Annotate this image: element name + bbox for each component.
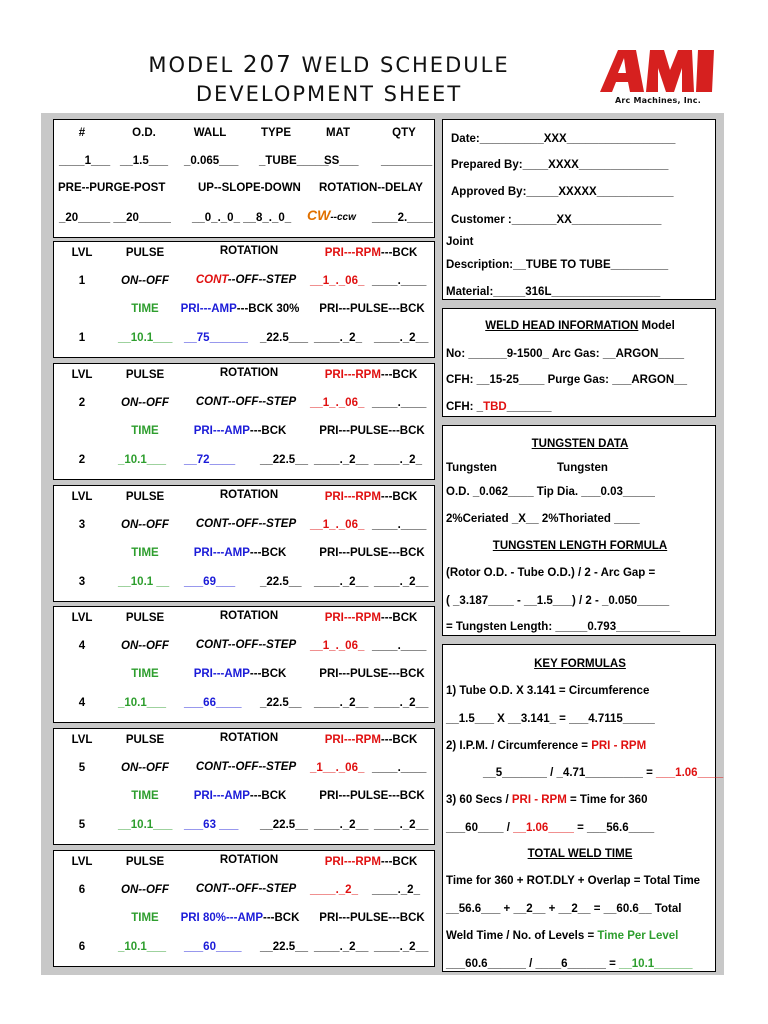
total-formula-4: ___60.6______ / ____6______ = __10.1______ bbox=[446, 958, 693, 970]
rpm-value: ____._2_ bbox=[310, 884, 358, 896]
time-label: TIME bbox=[131, 790, 159, 802]
pulse-on-off: ON--OFF bbox=[121, 397, 169, 409]
value-qty: ________ bbox=[381, 155, 433, 167]
weldhead-title: WELD HEAD INFORMATION Model bbox=[485, 320, 675, 332]
lvl-header: LVL bbox=[71, 612, 93, 624]
value-od: __1.5___ bbox=[120, 155, 168, 167]
pulse-bck-value: ____._2__ bbox=[374, 941, 429, 953]
rpm-bck-value: ____._2_ bbox=[372, 884, 420, 896]
time-value: _10.1___ bbox=[118, 454, 166, 466]
params-box bbox=[53, 119, 435, 238]
rotation-value: __22.5__ bbox=[260, 819, 308, 831]
pulse-bck-value: ____._2__ bbox=[374, 697, 429, 709]
time-label: TIME bbox=[131, 303, 159, 315]
time-label: TIME bbox=[131, 425, 159, 437]
value-mat: SS___ bbox=[324, 155, 359, 167]
header-purge: PRE--PURGE-POST bbox=[58, 182, 166, 194]
tungsten-formula2: ( _3.187____ - __1.5___) / 2 - _0.050_____ bbox=[446, 595, 670, 607]
pulse-pri-value: ____._2_ bbox=[314, 332, 362, 344]
formula-2: 2) I.P.M. / Circumference = PRI - RPM bbox=[446, 740, 647, 752]
pulse-header: PULSE bbox=[125, 369, 165, 381]
rpm-value: _1__._06_ bbox=[310, 762, 365, 774]
rpm-bck-value: ____.____ bbox=[372, 519, 427, 531]
rotation-header: ROTATION bbox=[219, 610, 279, 622]
amp-label: PRI---AMP---BCK bbox=[193, 790, 287, 802]
lvl-header: LVL bbox=[71, 491, 93, 503]
lvl-header: LVL bbox=[71, 734, 93, 746]
rotation-header: ROTATION bbox=[219, 489, 279, 501]
time-label: TIME bbox=[131, 668, 159, 680]
rotation-mode: CONT--OFF--STEP bbox=[195, 274, 297, 286]
pulse-label: PRI---PULSE---BCK bbox=[319, 668, 425, 680]
level-number-2: 1 bbox=[78, 332, 86, 344]
page-title-line2: DEVELOPMENT SHEET bbox=[195, 82, 463, 106]
rotation-header: ROTATION bbox=[219, 854, 279, 866]
amp-label: PRI---AMP---BCK bbox=[193, 547, 287, 559]
time-value: _10.1___ bbox=[118, 697, 166, 709]
level-number-2: 5 bbox=[78, 819, 86, 831]
level-box bbox=[53, 241, 435, 358]
rpm-bck-value: ____.____ bbox=[372, 762, 427, 774]
pulse-header: PULSE bbox=[125, 734, 165, 746]
level-box bbox=[53, 728, 435, 845]
level-number-2: 2 bbox=[78, 454, 86, 466]
lvl-header: LVL bbox=[71, 247, 93, 259]
pulse-pri-value: ____._2__ bbox=[314, 819, 369, 831]
formula-1-values: __1.5___ X __3.141_ = ___4.7115_____ bbox=[446, 713, 655, 725]
level-number: 3 bbox=[78, 519, 86, 531]
rpm-bck-value: ____.____ bbox=[372, 640, 427, 652]
lvl-header: LVL bbox=[71, 856, 93, 868]
tungsten-ceriated-line: 2%Ceriated _X__ 2%Thoriated ____ bbox=[446, 513, 640, 525]
logo-subtitle: Arc Machines, Inc. bbox=[615, 96, 701, 105]
value-wall: _0.065___ bbox=[184, 155, 239, 167]
weldhead-line2: CFH: __15-25____ Purge Gas: ___ARGON__ bbox=[446, 374, 687, 386]
formula-3-values: ___60____ / __1.06____ = ___56.6____ bbox=[446, 822, 655, 834]
time-label: TIME bbox=[131, 547, 159, 559]
level-number: 6 bbox=[78, 884, 86, 896]
rpm-value: __1_._06_ bbox=[310, 397, 365, 409]
amp-value: ___63 ___ bbox=[184, 819, 239, 831]
header-rotation-delay: ROTATION--DELAY bbox=[319, 182, 423, 194]
amp-label: PRI---AMP---BCK bbox=[193, 668, 287, 680]
pulse-on-off: ON--OFF bbox=[121, 762, 169, 774]
level-number: 5 bbox=[78, 762, 86, 774]
rpm-header: PRI---RPM---BCK bbox=[324, 612, 418, 624]
time-label: TIME bbox=[131, 912, 159, 924]
rotation-mode: CONT--OFF--STEP bbox=[195, 518, 297, 530]
rotation-value: __22.5__ bbox=[260, 941, 308, 953]
date-field: Date:__________XXX_________________ bbox=[451, 133, 676, 145]
rotation-mode: CONT--OFF--STEP bbox=[195, 396, 297, 408]
rpm-value: __1_._06_ bbox=[310, 519, 365, 531]
rpm-bck-value: ____.____ bbox=[372, 397, 427, 409]
pulse-pri-value: ____._2__ bbox=[314, 454, 369, 466]
level-box bbox=[53, 363, 435, 480]
tungsten-formula3: = Tungsten Length: _____0.793__________ bbox=[446, 621, 681, 633]
rotation-mode: CONT--OFF--STEP bbox=[195, 883, 297, 895]
header-num: # bbox=[78, 127, 86, 139]
value-type: _TUBE_____ bbox=[259, 155, 329, 167]
total-formula-1: Time for 360 + ROT.DLY + Overlap = Total Time bbox=[446, 875, 701, 887]
material-field: Material:_____316L_________________ bbox=[446, 286, 661, 298]
pulse-label: PRI---PULSE---BCK bbox=[319, 425, 425, 437]
amp-value: ___69___ bbox=[184, 576, 236, 588]
pulse-on-off: ON--OFF bbox=[121, 275, 169, 287]
lvl-header: LVL bbox=[71, 369, 93, 381]
value-purge: _20_____ __20_____ bbox=[59, 212, 171, 224]
total-formula-3: Weld Time / No. of Levels = Time Per Level bbox=[446, 930, 679, 942]
time-value: _10.1___ bbox=[118, 941, 166, 953]
pulse-label: PRI---PULSE---BCK bbox=[319, 790, 425, 802]
pulse-header: PULSE bbox=[125, 856, 165, 868]
weldhead-line3: CFH: _TBD_______ bbox=[446, 401, 552, 413]
tungsten-label-left: Tungsten bbox=[446, 462, 497, 474]
pulse-label: PRI---PULSE---BCK bbox=[319, 303, 425, 315]
level-box bbox=[53, 485, 435, 602]
value-delay: ____2.____ bbox=[372, 212, 433, 224]
tungsten-label-right: Tungsten bbox=[557, 462, 608, 474]
value-slope: __0_._0_ __8_._0_ bbox=[192, 212, 292, 224]
pulse-bck-value: ____._2_ bbox=[374, 454, 422, 466]
rpm-header: PRI---RPM---BCK bbox=[324, 247, 418, 259]
header-od: O.D. bbox=[132, 127, 156, 139]
rotation-value: __22.5__ bbox=[260, 454, 308, 466]
pulse-label: PRI---PULSE---BCK bbox=[319, 912, 425, 924]
pulse-pri-value: ____._2__ bbox=[314, 697, 369, 709]
value-direction: CW--ccw bbox=[307, 207, 356, 223]
header-slope: UP--SLOPE-DOWN bbox=[198, 182, 301, 194]
pulse-header: PULSE bbox=[125, 247, 165, 259]
weldhead-box bbox=[442, 308, 716, 417]
level-number-2: 4 bbox=[78, 697, 86, 709]
tungsten-title: TUNGSTEN DATA bbox=[531, 438, 629, 450]
pulse-label: PRI---PULSE---BCK bbox=[319, 547, 425, 559]
formulas-title: KEY FORMULAS bbox=[534, 658, 626, 670]
formula-2-values: __5_______ / _4.71_________ = ___1.06____ bbox=[483, 767, 724, 779]
rotation-header: ROTATION bbox=[219, 732, 279, 744]
level-number: 4 bbox=[78, 640, 86, 652]
pulse-bck-value: ____._2__ bbox=[374, 332, 429, 344]
rpm-header: PRI---RPM---BCK bbox=[324, 369, 418, 381]
rotation-mode: CONT--OFF--STEP bbox=[195, 761, 297, 773]
page-title-line1: MODEL 207 WELD SCHEDULE bbox=[148, 52, 510, 78]
description-field: Description:__TUBE TO TUBE_________ bbox=[446, 259, 669, 271]
rotation-header: ROTATION bbox=[219, 367, 279, 379]
amp-label: PRI---AMP---BCK bbox=[193, 425, 287, 437]
tungsten-formula-title: TUNGSTEN LENGTH FORMULA bbox=[492, 540, 668, 552]
amp-value: ___66____ bbox=[184, 697, 242, 709]
rotation-mode: CONT--OFF--STEP bbox=[195, 639, 297, 651]
pulse-bck-value: ____._2__ bbox=[374, 576, 429, 588]
level-box bbox=[53, 606, 435, 723]
pulse-header: PULSE bbox=[125, 491, 165, 503]
formula-3: 3) 60 Secs / PRI - RPM = Time for 360 bbox=[446, 794, 648, 806]
info-box bbox=[442, 119, 716, 300]
rpm-header: PRI---RPM---BCK bbox=[324, 734, 418, 746]
time-value: __10.1 __ bbox=[118, 576, 170, 588]
prepared-by-field: Prepared By:____XXXX______________ bbox=[451, 159, 669, 171]
header-qty: QTY bbox=[392, 127, 416, 139]
pulse-on-off: ON--OFF bbox=[121, 519, 169, 531]
rotation-value: _22.5__ bbox=[260, 576, 302, 588]
rotation-value: _22.5___ bbox=[260, 332, 308, 344]
formula-1: 1) Tube O.D. X 3.141 = Circumference bbox=[446, 685, 650, 697]
pulse-bck-value: ____._2__ bbox=[374, 819, 429, 831]
level-number: 1 bbox=[78, 275, 86, 287]
customer-field: Customer :_______XX______________ bbox=[451, 214, 662, 226]
pulse-on-off: ON--OFF bbox=[121, 640, 169, 652]
amp-value: ___60____ bbox=[184, 941, 242, 953]
level-number-2: 6 bbox=[78, 941, 86, 953]
formulas-box bbox=[442, 644, 724, 972]
rpm-bck-value: ____.____ bbox=[372, 275, 427, 287]
rpm-header: PRI---RPM---BCK bbox=[324, 491, 418, 503]
rpm-value: __1_._06_ bbox=[310, 640, 365, 652]
time-value: __10.1___ bbox=[118, 332, 173, 344]
approved-by-field: Approved By:_____XXXXX____________ bbox=[451, 186, 674, 198]
amp-value: __75______ bbox=[184, 332, 248, 344]
amp-label: PRI---AMP---BCK 30% bbox=[180, 303, 300, 315]
rpm-value: __1_._06_ bbox=[310, 275, 365, 287]
level-number: 2 bbox=[78, 397, 86, 409]
pulse-pri-value: ____._2__ bbox=[314, 576, 369, 588]
value-num: ____1___ bbox=[59, 155, 111, 167]
pulse-pri-value: ____._2__ bbox=[314, 941, 369, 953]
level-box bbox=[53, 850, 435, 967]
level-number-2: 3 bbox=[78, 576, 86, 588]
total-weld-time-title: TOTAL WELD TIME bbox=[527, 848, 633, 860]
amp-value: __72____ bbox=[184, 454, 236, 466]
pulse-on-off: ON--OFF bbox=[121, 884, 169, 896]
amp-label: PRI 80%---AMP---BCK bbox=[180, 912, 300, 924]
total-formula-2: __56.6___ + __2__ + __2__ = __60.6__ Total bbox=[446, 903, 682, 915]
tungsten-od-line: O.D. _0.062____ Tip Dia. ___0.03_____ bbox=[446, 486, 655, 498]
header-mat: MAT bbox=[325, 127, 351, 139]
tungsten-formula1: (Rotor O.D. - Tube O.D.) / 2 - Arc Gap = bbox=[446, 567, 656, 579]
joint-label: Joint bbox=[446, 236, 474, 248]
time-value: __10.1___ bbox=[118, 819, 173, 831]
pulse-header: PULSE bbox=[125, 612, 165, 624]
header-wall: WALL bbox=[193, 127, 227, 139]
header-type: TYPE bbox=[260, 127, 292, 139]
rpm-header: PRI---RPM---BCK bbox=[324, 856, 418, 868]
rotation-header: ROTATION bbox=[219, 245, 279, 257]
tungsten-box bbox=[442, 425, 716, 636]
weldhead-line1: No: ______9-1500_ Arc Gas: __ARGON____ bbox=[446, 348, 685, 360]
rotation-value: _22.5__ bbox=[260, 697, 302, 709]
